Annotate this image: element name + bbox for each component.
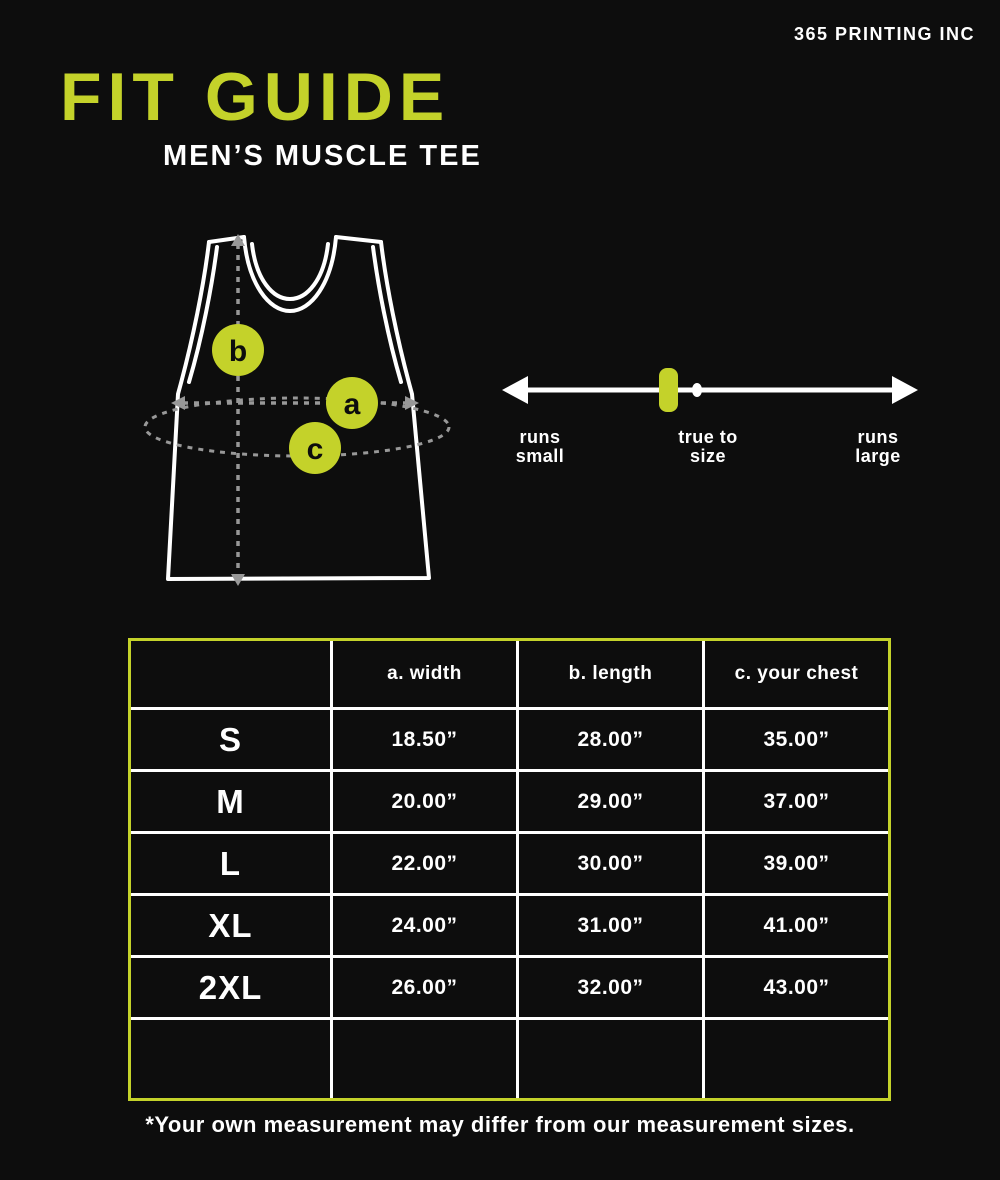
width-value: 24.00” bbox=[333, 896, 516, 955]
center-dot-icon bbox=[692, 383, 702, 397]
length-value: 31.00” bbox=[519, 896, 702, 955]
empty-cell bbox=[705, 1020, 888, 1098]
size-label: XL bbox=[131, 896, 330, 955]
size-label: S bbox=[131, 710, 330, 769]
armhole-inner-left bbox=[189, 247, 217, 382]
empty-cell bbox=[131, 1020, 330, 1098]
table-header-blank bbox=[131, 641, 330, 707]
fit-scale-svg bbox=[500, 352, 920, 432]
size-label: M bbox=[131, 772, 330, 831]
fit-marker bbox=[659, 368, 678, 412]
empty-cell bbox=[333, 1020, 516, 1098]
measurement-disclaimer: *Your own measurement may differ from our measurement sizes. bbox=[145, 1112, 855, 1137]
page-title: FIT GUIDE bbox=[60, 59, 451, 135]
armhole-inner-right bbox=[373, 247, 401, 382]
muscle-tee-diagram bbox=[135, 222, 465, 602]
table-header-chest: c. your chest bbox=[705, 641, 888, 707]
empty-cell bbox=[519, 1020, 702, 1098]
neckline-inner bbox=[252, 244, 328, 299]
page-subtitle: MEN’S MUSCLE TEE bbox=[163, 140, 482, 172]
chest-value: 39.00” bbox=[705, 834, 888, 893]
size-label: L bbox=[131, 834, 330, 893]
chest-value: 41.00” bbox=[705, 896, 888, 955]
size-label: 2XL bbox=[131, 958, 330, 1017]
left-arrow-icon bbox=[502, 376, 528, 404]
measurement-guides bbox=[145, 234, 449, 586]
badge-c-letter: c bbox=[306, 433, 324, 466]
length-value: 28.00” bbox=[519, 710, 702, 769]
width-value: 18.50” bbox=[333, 710, 516, 769]
brand-name: 365 PRINTING INC bbox=[793, 24, 975, 44]
width-value: 22.00” bbox=[333, 834, 516, 893]
length-value: 29.00” bbox=[519, 772, 702, 831]
chest-value: 37.00” bbox=[705, 772, 888, 831]
badge-a-letter: a bbox=[343, 388, 361, 421]
tee-diagram-svg bbox=[135, 222, 465, 602]
chest-value: 43.00” bbox=[705, 958, 888, 1017]
fit-label-runs-large: runs large bbox=[855, 427, 901, 466]
table-header-length: b. length bbox=[519, 641, 702, 707]
size-table bbox=[128, 638, 891, 1101]
width-value: 26.00” bbox=[333, 958, 516, 1017]
length-value: 30.00” bbox=[519, 834, 702, 893]
badge-b-letter: b bbox=[228, 335, 248, 368]
fit-scale bbox=[500, 352, 920, 482]
fit-label-true-to-size: true to size bbox=[678, 427, 738, 466]
table-header-width: a. width bbox=[333, 641, 516, 707]
width-value: 20.00” bbox=[333, 772, 516, 831]
chest-value: 35.00” bbox=[705, 710, 888, 769]
right-arrow-icon bbox=[892, 376, 918, 404]
length-value: 32.00” bbox=[519, 958, 702, 1017]
fit-label-runs-small: runs small bbox=[515, 427, 565, 466]
tee-outline bbox=[168, 237, 429, 579]
